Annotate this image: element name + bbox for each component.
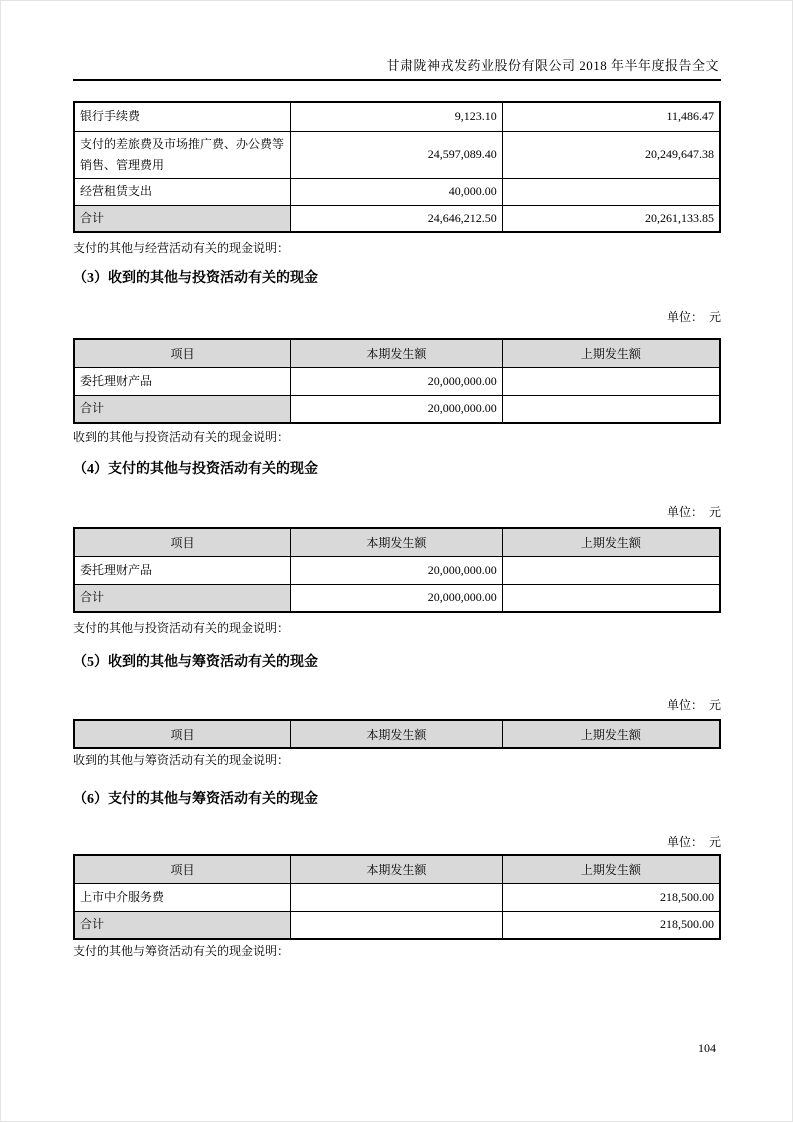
column-header-prior: 上期发生额 (502, 855, 720, 883)
total-row (74, 395, 720, 423)
total-label-cell: 合计 (74, 584, 290, 612)
prior-amount-cell (502, 367, 720, 395)
total-label-cell: 合计 (74, 395, 290, 423)
table-note: 支付的其他与经营活动有关的现金说明： (73, 241, 290, 255)
financing-cash-received-table (73, 719, 721, 749)
prior-amount-cell (502, 556, 720, 584)
prior-amount-cell: 218,500.00 (502, 883, 720, 911)
table-note: 支付的其他与筹资活动有关的现金说明： (73, 944, 290, 958)
section-heading-4: （4）支付的其他与投资活动有关的现金 (73, 462, 318, 477)
prior-amount-cell: 218,500.00 (502, 911, 720, 939)
item-label-cell: 委托理财产品 (74, 367, 290, 395)
table-row (74, 102, 720, 131)
current-amount-cell: 24,597,089.40 (290, 131, 502, 178)
column-header-current: 本期发生额 (290, 855, 502, 883)
unit-label: 单位： 元 (666, 505, 721, 519)
financing-cash-paid-table (73, 854, 721, 940)
item-label-cell: 委托理财产品 (74, 556, 290, 584)
investing-cash-received-table (73, 338, 721, 424)
table-note: 支付的其他与投资活动有关的现金说明： (73, 621, 290, 635)
item-label-cell: 上市中介服务费 (74, 883, 290, 911)
current-amount-cell: 9,123.10 (290, 102, 502, 131)
table-note: 收到的其他与筹资活动有关的现金说明： (73, 753, 290, 767)
page-header (73, 1, 721, 81)
total-label-cell: 合计 (74, 911, 290, 939)
current-amount-cell: 20,000,000.00 (290, 367, 502, 395)
unit-label: 单位： 元 (666, 698, 721, 712)
investing-cash-paid-table (73, 527, 721, 613)
header-row (74, 720, 720, 748)
current-amount-cell: 40,000.00 (290, 178, 502, 205)
section-heading-5: （5）收到的其他与筹资活动有关的现金 (73, 655, 318, 670)
column-header-item: 项目 (74, 339, 290, 367)
item-label-cell: 支付的差旅费及市场推广费、办公费等销售、管理费用 (74, 131, 290, 178)
header-row (74, 528, 720, 556)
prior-amount-cell: 11,486.47 (502, 102, 720, 131)
current-amount-cell (290, 911, 502, 939)
total-row (74, 205, 720, 232)
operating-cash-paid-table (73, 101, 721, 233)
total-row (74, 584, 720, 612)
item-label-cell: 经营租赁支出 (74, 178, 290, 205)
column-header-item: 项目 (74, 528, 290, 556)
section-heading-6: （6）支付的其他与筹资活动有关的现金 (73, 792, 318, 807)
header-row (74, 855, 720, 883)
current-amount-cell: 24,646,212.50 (290, 205, 502, 232)
column-header-current: 本期发生额 (290, 339, 502, 367)
prior-amount-cell (502, 395, 720, 423)
section-heading-3: （3）收到的其他与投资活动有关的现金 (73, 271, 318, 286)
item-label-cell: 银行手续费 (74, 102, 290, 131)
header-row (74, 339, 720, 367)
table-row (74, 883, 720, 911)
current-amount-cell: 20,000,000.00 (290, 556, 502, 584)
header-title: 甘肃陇神戎发药业股份有限公司 2018 年半年度报告全文 (386, 58, 719, 73)
column-header-current: 本期发生额 (290, 528, 502, 556)
page-number: 104 (698, 1041, 716, 1055)
table-note: 收到的其他与投资活动有关的现金说明： (73, 430, 290, 444)
current-amount-cell: 20,000,000.00 (290, 584, 502, 612)
prior-amount-cell (502, 584, 720, 612)
column-header-current: 本期发生额 (290, 720, 502, 748)
current-amount-cell: 20,000,000.00 (290, 395, 502, 423)
current-amount-cell (290, 883, 502, 911)
table-row (74, 131, 720, 178)
page-content (73, 101, 721, 959)
prior-amount-cell: 20,261,133.85 (502, 205, 720, 232)
table-row (74, 367, 720, 395)
table-row (74, 178, 720, 205)
unit-label: 单位： 元 (666, 835, 721, 849)
prior-amount-cell (502, 178, 720, 205)
column-header-item: 项目 (74, 855, 290, 883)
total-row (74, 911, 720, 939)
prior-amount-cell: 20,249,647.38 (502, 131, 720, 178)
unit-label: 单位： 元 (666, 310, 721, 324)
column-header-prior: 上期发生额 (502, 528, 720, 556)
column-header-item: 项目 (74, 720, 290, 748)
column-header-prior: 上期发生额 (502, 720, 720, 748)
total-label-cell: 合计 (74, 205, 290, 232)
table-row (74, 556, 720, 584)
column-header-prior: 上期发生额 (502, 339, 720, 367)
